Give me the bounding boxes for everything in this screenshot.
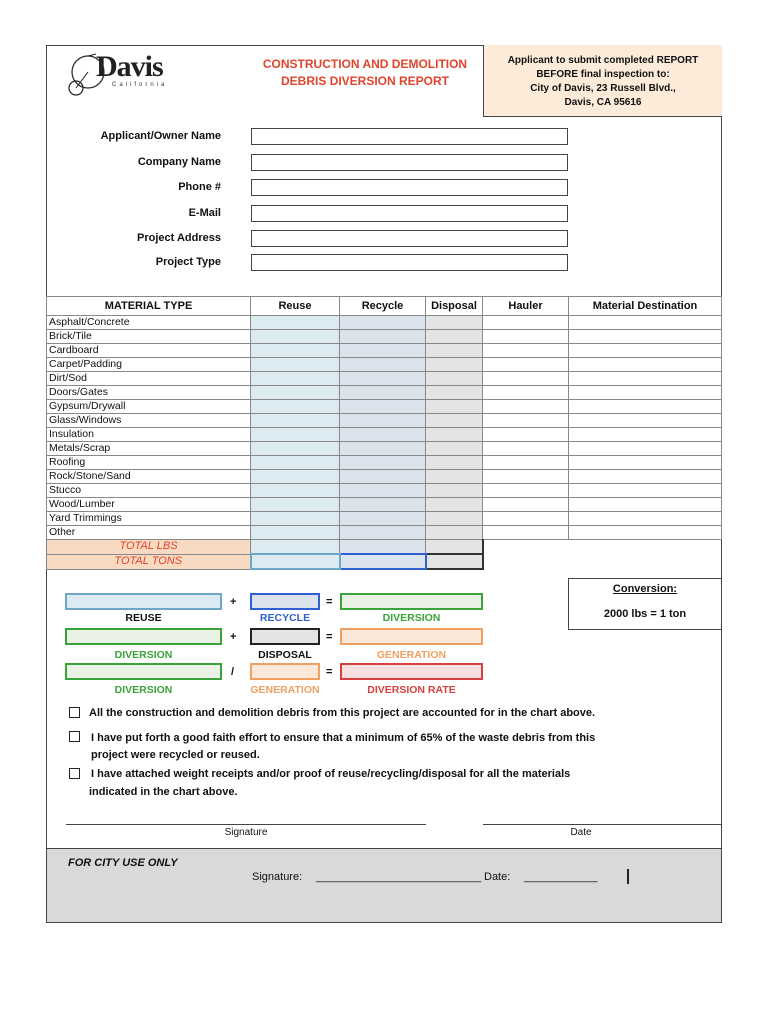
hauler-cell[interactable]: [483, 358, 569, 372]
reuse-cell[interactable]: [251, 386, 340, 400]
field-label-company: Company Name: [137, 156, 221, 168]
hauler-cell[interactable]: [483, 414, 569, 428]
material-name: Doors/Gates: [47, 386, 251, 400]
reuse-cell[interactable]: [251, 456, 340, 470]
calc-diversion-rate-box[interactable]: [340, 663, 483, 680]
table-row: [47, 484, 722, 498]
total-tons-reuse[interactable]: [251, 554, 340, 569]
table-row: [47, 442, 722, 456]
label-reuse: REUSE: [125, 612, 162, 624]
text-cursor: [627, 869, 629, 884]
material-name: Dirt/Sod: [47, 372, 251, 386]
company-name-input[interactable]: [251, 154, 568, 171]
total-lbs-label: TOTAL LBS: [47, 540, 251, 555]
disposal-cell[interactable]: [426, 372, 483, 386]
reuse-cell[interactable]: [251, 316, 340, 330]
statement-receipts-2: indicated in the chart above.: [89, 786, 238, 798]
table-row: [47, 316, 722, 330]
table-row: [47, 456, 722, 470]
submit-line-4: Davis, CA 95616: [564, 97, 642, 108]
city-signature-label: Signature:: [252, 871, 303, 883]
hauler-cell[interactable]: [483, 330, 569, 344]
hauler-cell[interactable]: [483, 526, 569, 540]
submit-instructions: [483, 45, 722, 117]
field-label-applicant: Applicant/Owner Name: [100, 130, 221, 142]
hauler-cell[interactable]: [483, 344, 569, 358]
blank-cell: [569, 540, 722, 555]
disposal-cell[interactable]: [426, 484, 483, 498]
recycle-cell[interactable]: [340, 386, 426, 400]
disposal-cell[interactable]: [426, 442, 483, 456]
reuse-cell[interactable]: [251, 442, 340, 456]
signature-line[interactable]: [66, 824, 426, 825]
reuse-cell[interactable]: [251, 358, 340, 372]
plus-sign: +: [230, 631, 237, 643]
logo-word: Davis: [96, 50, 163, 83]
destination-cell[interactable]: [569, 400, 722, 414]
calc-reuse-box[interactable]: [65, 593, 222, 610]
reuse-cell[interactable]: [251, 526, 340, 540]
hauler-cell[interactable]: [483, 400, 569, 414]
label-generation: GENERATION: [376, 649, 447, 661]
header-recycle: Recycle: [340, 297, 426, 316]
disposal-cell[interactable]: [426, 358, 483, 372]
hauler-cell[interactable]: [483, 316, 569, 330]
recycle-cell[interactable]: [340, 414, 426, 428]
date-line[interactable]: [483, 824, 722, 825]
material-name: Carpet/Padding: [47, 358, 251, 372]
reuse-cell[interactable]: [251, 330, 340, 344]
disposal-cell[interactable]: [426, 470, 483, 484]
destination-cell[interactable]: [569, 498, 722, 512]
reuse-cell[interactable]: [251, 498, 340, 512]
statement-good-faith-2: project were recycled or reused.: [91, 749, 260, 761]
destination-cell[interactable]: [569, 330, 722, 344]
calc-recycle-box[interactable]: [250, 593, 320, 610]
destination-cell[interactable]: [569, 456, 722, 470]
equals-sign: =: [326, 666, 333, 678]
recycle-cell[interactable]: [340, 330, 426, 344]
recycle-cell[interactable]: [340, 526, 426, 540]
reuse-cell[interactable]: [251, 400, 340, 414]
project-type-input[interactable]: [251, 254, 568, 271]
recycle-cell[interactable]: [340, 456, 426, 470]
statement-accounted: All the construction and demolition debris from this project are accounted for in the chart above.: [89, 707, 596, 719]
label-disposal: DISPOSAL: [258, 649, 312, 661]
phone-input[interactable]: [251, 179, 568, 196]
title-line-2: DEBRIS DIVERSION REPORT: [280, 74, 450, 88]
table-row: [47, 498, 722, 512]
table-row: [47, 344, 722, 358]
material-table: [46, 296, 722, 570]
reuse-cell[interactable]: [251, 428, 340, 442]
material-name: Gypsum/Drywall: [47, 400, 251, 414]
hauler-cell[interactable]: [483, 442, 569, 456]
reuse-cell[interactable]: [251, 470, 340, 484]
blank-cell: [483, 554, 569, 569]
disposal-cell[interactable]: [426, 428, 483, 442]
destination-cell[interactable]: [569, 316, 722, 330]
header-disposal: Disposal: [426, 297, 483, 316]
city-use-title: FOR CITY USE ONLY: [68, 857, 178, 869]
table-row: [47, 470, 722, 484]
header-reuse: Reuse: [251, 297, 340, 316]
hauler-cell[interactable]: [483, 428, 569, 442]
hauler-cell[interactable]: [483, 512, 569, 526]
project-address-input[interactable]: [251, 230, 568, 247]
conversion-box: [568, 578, 722, 630]
plus-sign: +: [230, 596, 237, 608]
material-name: Asphalt/Concrete: [47, 316, 251, 330]
disposal-cell[interactable]: [426, 498, 483, 512]
disposal-cell[interactable]: [426, 526, 483, 540]
submit-line-2: BEFORE final inspection to:: [536, 69, 670, 80]
equals-sign: =: [326, 596, 333, 608]
total-lbs-disposal[interactable]: [426, 540, 483, 555]
recycle-cell[interactable]: [340, 358, 426, 372]
material-name: Glass/Windows: [47, 414, 251, 428]
hauler-cell[interactable]: [483, 456, 569, 470]
title-line-1: CONSTRUCTION AND DEMOLITION: [262, 57, 468, 71]
label-diversion-2: DIVERSION: [114, 649, 173, 661]
destination-cell[interactable]: [569, 512, 722, 526]
material-name: Brick/Tile: [47, 330, 251, 344]
recycle-cell[interactable]: [340, 400, 426, 414]
page-title: [250, 56, 480, 90]
destination-cell[interactable]: [569, 414, 722, 428]
destination-cell[interactable]: [569, 386, 722, 400]
recycle-cell[interactable]: [340, 470, 426, 484]
destination-cell[interactable]: [569, 470, 722, 484]
table-row: [47, 428, 722, 442]
conversion-title: Conversion:: [612, 583, 678, 595]
applicant-name-input[interactable]: [251, 128, 568, 145]
disposal-cell[interactable]: [426, 456, 483, 470]
header-hauler: Hauler: [483, 297, 569, 316]
calc-diversion-box-3[interactable]: [65, 663, 222, 680]
equals-sign: =: [326, 631, 333, 643]
destination-cell[interactable]: [569, 526, 722, 540]
disposal-cell[interactable]: [426, 344, 483, 358]
destination-cell[interactable]: [569, 372, 722, 386]
divide-sign: /: [231, 666, 235, 678]
material-name: Wood/Lumber: [47, 498, 251, 512]
material-name: Metals/Scrap: [47, 442, 251, 456]
recycle-cell[interactable]: [340, 498, 426, 512]
calc-diversion-box[interactable]: [340, 593, 483, 610]
logo-subtitle: California: [112, 82, 168, 88]
material-name: Insulation: [47, 428, 251, 442]
reuse-cell[interactable]: [251, 512, 340, 526]
blank-cell: [483, 540, 569, 555]
calc-generation-box[interactable]: [340, 628, 483, 645]
conversion-value: 2000 lbs = 1 ton: [603, 608, 687, 620]
material-name: Cardboard: [47, 344, 251, 358]
hauler-cell[interactable]: [483, 386, 569, 400]
material-name: Other: [47, 526, 251, 540]
recycle-cell[interactable]: [340, 428, 426, 442]
hauler-cell[interactable]: [483, 484, 569, 498]
header-material-type: MATERIAL TYPE: [47, 297, 251, 316]
disposal-cell[interactable]: [426, 386, 483, 400]
signature-label: Signature: [224, 827, 268, 838]
submit-line-1: Applicant to submit completed REPORT: [507, 55, 699, 66]
table-row: [47, 358, 722, 372]
material-name: Rock/Stone/Sand: [47, 470, 251, 484]
reuse-cell[interactable]: [251, 372, 340, 386]
recycle-cell[interactable]: [340, 344, 426, 358]
city-signature-line[interactable]: ___________________________: [316, 871, 482, 883]
table-row: [47, 414, 722, 428]
calc-diversion-box-2[interactable]: [65, 628, 222, 645]
hauler-cell[interactable]: [483, 498, 569, 512]
disposal-cell[interactable]: [426, 316, 483, 330]
calc-generation-box-2[interactable]: [250, 663, 320, 680]
header-destination: Material Destination: [569, 297, 722, 316]
reuse-cell[interactable]: [251, 344, 340, 358]
table-row: [47, 512, 722, 526]
disposal-cell[interactable]: [426, 414, 483, 428]
date-label: Date: [570, 827, 592, 838]
label-generation-2: GENERATION: [250, 684, 320, 696]
recycle-cell[interactable]: [340, 512, 426, 526]
hauler-cell[interactable]: [483, 372, 569, 386]
total-tons-disposal[interactable]: [426, 554, 483, 569]
total-tons-recycle[interactable]: [340, 554, 426, 569]
reuse-cell[interactable]: [251, 484, 340, 498]
recycle-cell[interactable]: [340, 316, 426, 330]
total-tons-label: TOTAL TONS: [47, 554, 251, 569]
total-lbs-reuse[interactable]: [251, 540, 340, 555]
table-row: [47, 372, 722, 386]
recycle-cell[interactable]: [340, 372, 426, 386]
checkbox-accounted[interactable]: [69, 707, 80, 718]
recycle-cell[interactable]: [340, 484, 426, 498]
destination-cell[interactable]: [569, 484, 722, 498]
email-input[interactable]: [251, 205, 568, 222]
table-row: [47, 386, 722, 400]
table-row: [47, 330, 722, 344]
recycle-cell[interactable]: [340, 442, 426, 456]
field-label-address: Project Address: [137, 232, 221, 244]
disposal-cell[interactable]: [426, 330, 483, 344]
reuse-cell[interactable]: [251, 414, 340, 428]
statement-receipts-1: I have attached weight receipts and/or proof of reuse/recycling/disposal for all the materials: [91, 768, 571, 780]
field-label-project-type: Project Type: [155, 256, 221, 268]
field-label-phone: Phone #: [178, 181, 221, 193]
table-row: [47, 526, 722, 540]
blank-cell: [569, 554, 722, 569]
disposal-cell[interactable]: [426, 400, 483, 414]
table-row: [47, 400, 722, 414]
disposal-cell[interactable]: [426, 512, 483, 526]
destination-cell[interactable]: [569, 344, 722, 358]
destination-cell[interactable]: [569, 442, 722, 456]
total-lbs-recycle[interactable]: [340, 540, 426, 555]
hauler-cell[interactable]: [483, 470, 569, 484]
destination-cell[interactable]: [569, 428, 722, 442]
field-label-email: E-Mail: [188, 207, 221, 219]
material-name: Roofing: [47, 456, 251, 470]
submit-line-3: City of Davis, 23 Russell Blvd.,: [530, 83, 676, 94]
checkbox-good-faith[interactable]: [69, 731, 80, 742]
material-name: Yard Trimmings: [47, 512, 251, 526]
calc-disposal-box[interactable]: [250, 628, 320, 645]
label-diversion-3: DIVERSION: [114, 684, 173, 696]
city-date-line[interactable]: ____________: [524, 871, 598, 883]
label-diversion-rate: DIVERSION RATE: [367, 684, 456, 696]
label-diversion: DIVERSION: [382, 612, 441, 624]
label-recycle: RECYCLE: [259, 612, 311, 624]
city-date-label: Date:: [484, 871, 511, 883]
destination-cell[interactable]: [569, 358, 722, 372]
material-name: Stucco: [47, 484, 251, 498]
checkbox-receipts[interactable]: [69, 768, 80, 779]
statement-good-faith-1: I have put forth a good faith effort to ensure that a minimum of 65% of the waste debris from this: [91, 732, 596, 744]
